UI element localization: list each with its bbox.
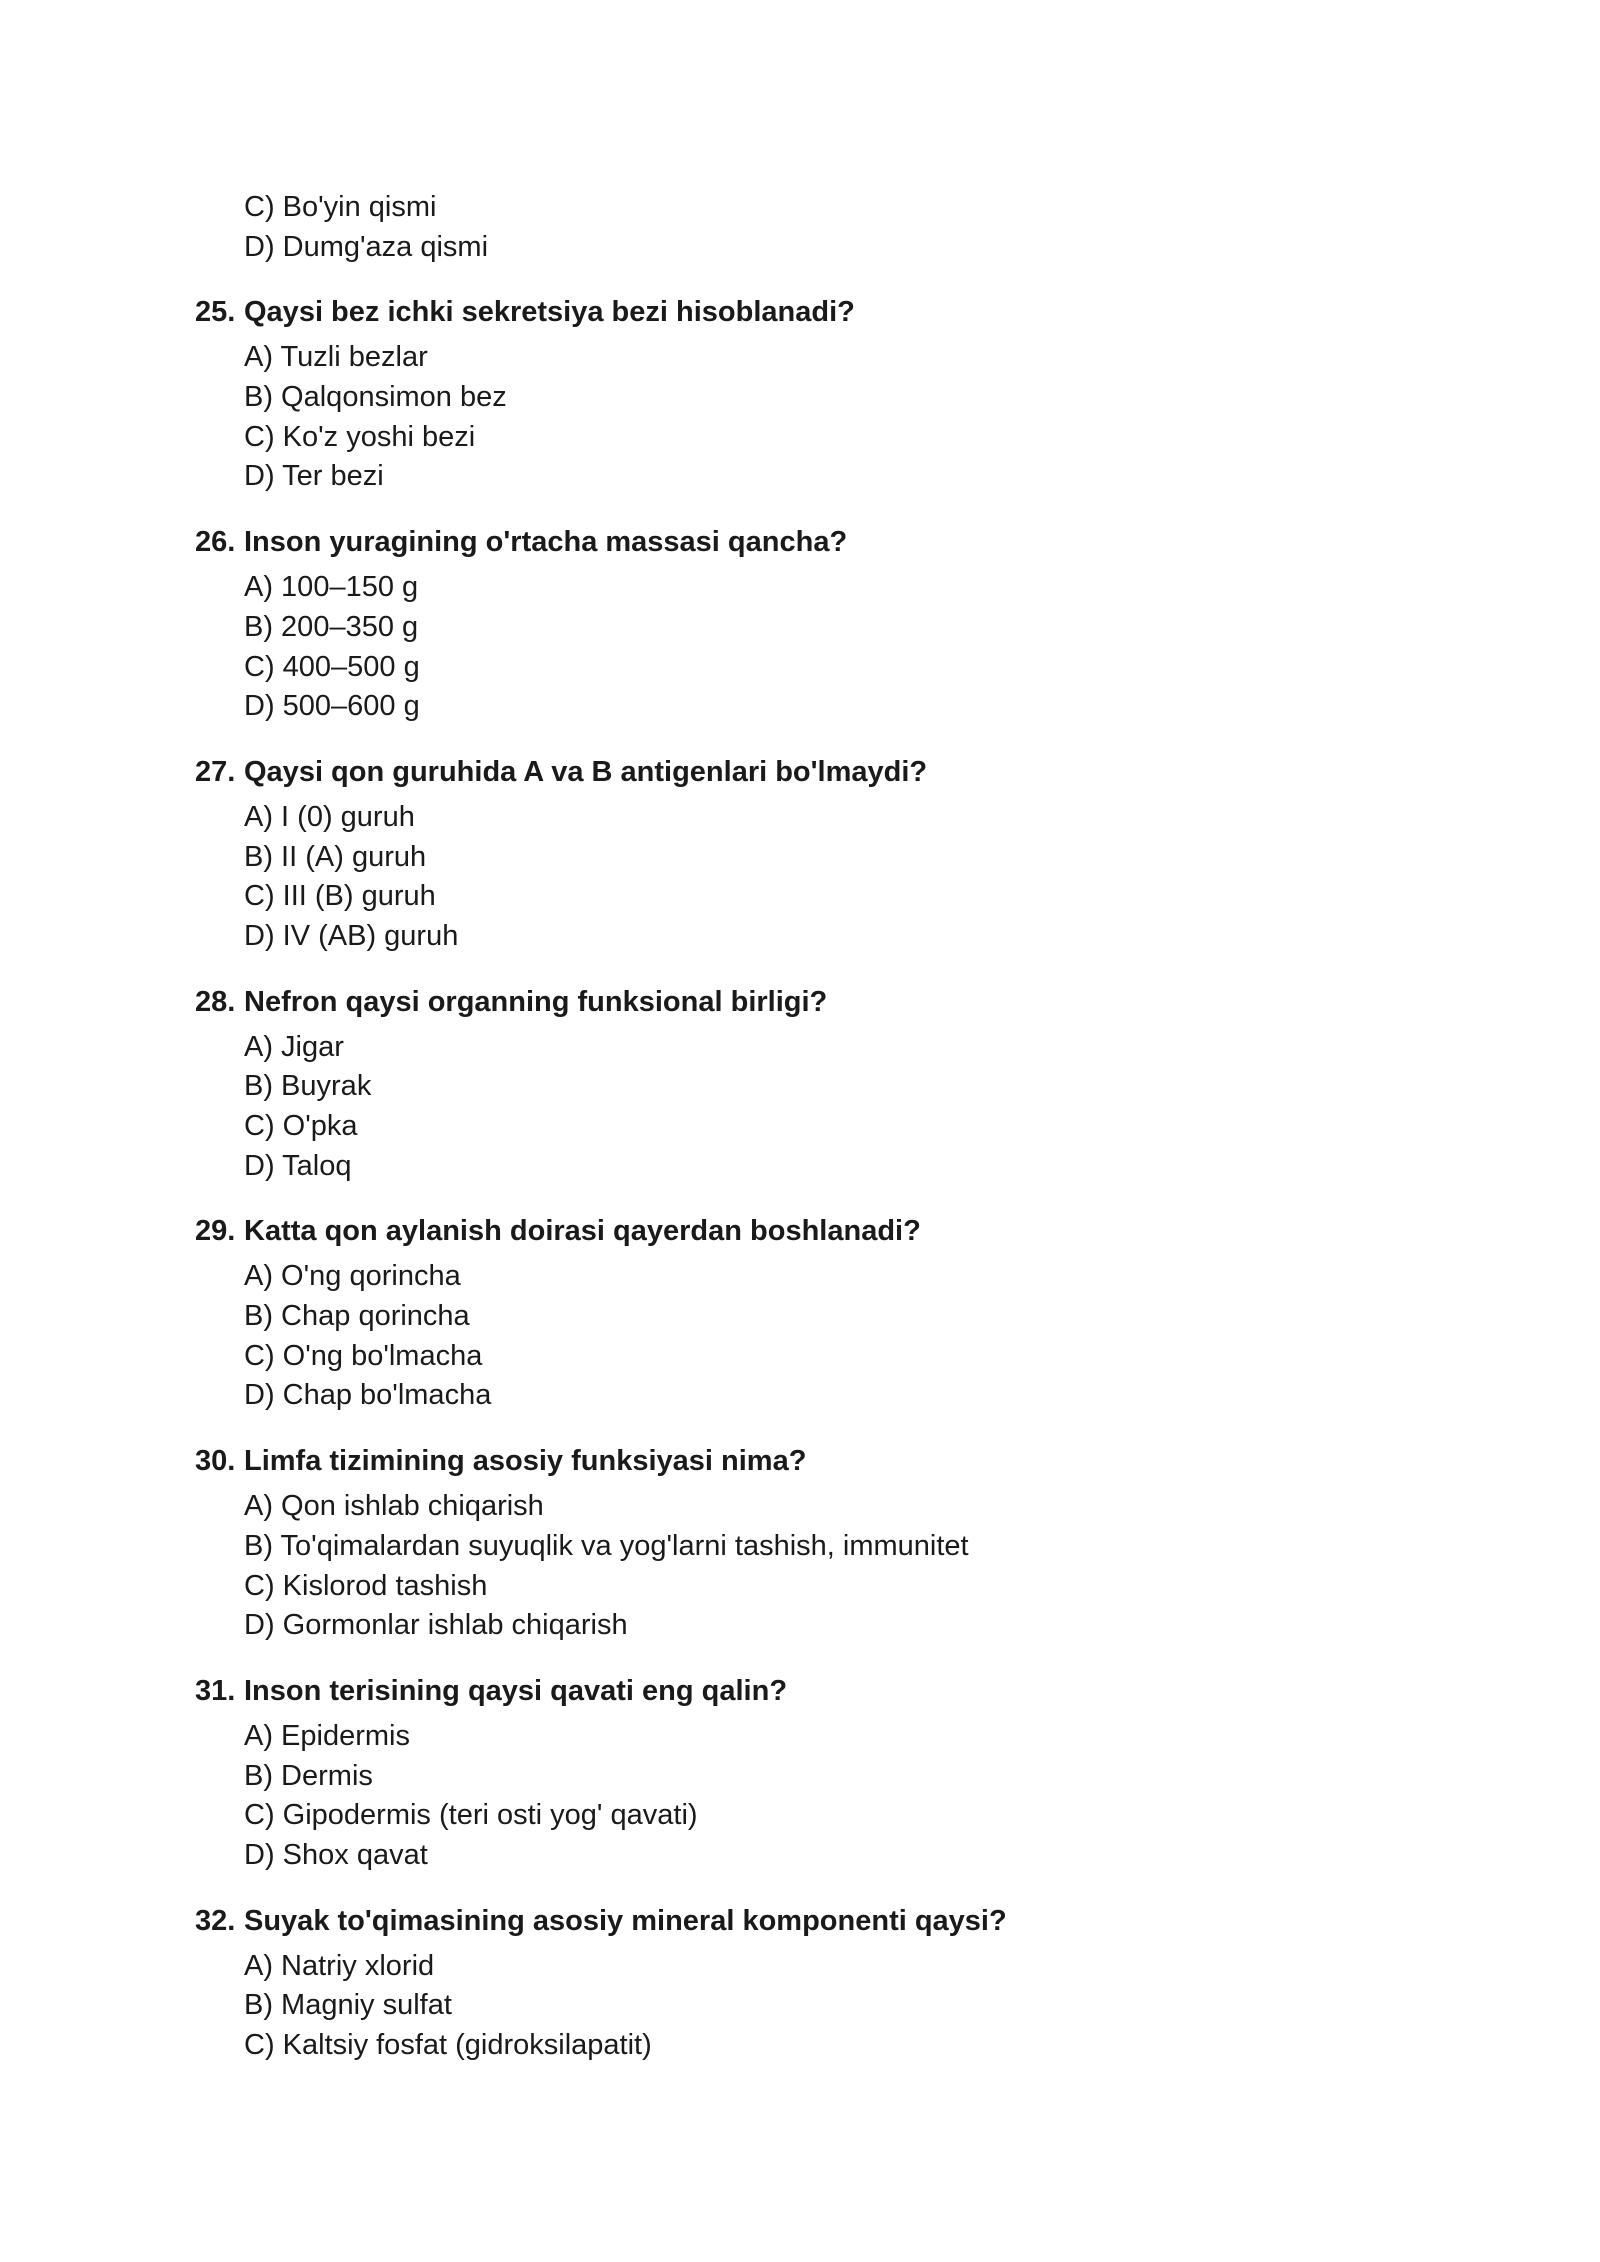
question-number: 25.	[195, 296, 236, 329]
option: D) Chap bo'lmacha	[244, 1379, 492, 1412]
question-27	[195, 753, 1445, 957]
question-31	[195, 1672, 1445, 1876]
question-32	[195, 1902, 1445, 2066]
option: C) O'pka	[244, 1110, 358, 1142]
question-title	[195, 1212, 1445, 1251]
question-text: Inson terisining qaysi qavati eng qalin?	[244, 1674, 788, 1707]
option: B) II (A) guruh	[244, 840, 427, 873]
question-26	[195, 523, 1445, 727]
option: B) 200–350 g	[244, 610, 419, 643]
question-number: 32.	[195, 1904, 236, 1937]
quiz-content	[195, 188, 1445, 2066]
option: B) Dermis	[244, 1759, 373, 1792]
question-title	[195, 523, 1445, 562]
question-28	[195, 983, 1445, 1187]
question-number: 31.	[195, 1674, 236, 1707]
question-text: Katta qon aylanish doirasi qayerdan boshlanadi?	[244, 1215, 921, 1248]
question-title	[195, 753, 1445, 792]
option: C) 400–500 g	[244, 650, 420, 683]
question-text: Qaysi qon guruhida A va B antigenlari bo'lmaydi?	[244, 755, 928, 788]
option: B) Buyrak	[244, 1070, 372, 1103]
question-title	[195, 1442, 1445, 1481]
option: C) III (B) guruh	[244, 880, 436, 913]
question-title	[195, 293, 1445, 332]
option: C) Bo'yin qismi	[244, 191, 437, 223]
question-title	[195, 983, 1445, 1022]
option: D) Gormonlar ishlab chiqarish	[244, 1609, 628, 1642]
question-text: Limfa tizimining asosiy funksiyasi nima?	[244, 1445, 807, 1478]
question-number: 30.	[195, 1445, 236, 1478]
question-number: 28.	[195, 985, 236, 1018]
question-text: Suyak to'qimasining asosiy mineral komponenti qaysi?	[244, 1904, 1007, 1937]
question-title	[195, 1672, 1445, 1711]
option: B) To'qimalardan suyuqlik va yog'larni tashish, immunitet	[244, 1529, 969, 1562]
option: C) Kislorod tashish	[244, 1569, 488, 1602]
question-text: Nefron qaysi organning funksional birligi?	[244, 985, 828, 1018]
option: A) Epidermis	[244, 1719, 410, 1752]
option: D) IV (AB) guruh	[244, 919, 459, 952]
question-number: 26.	[195, 526, 236, 559]
question-text: Qaysi bez ichki sekretsiya bezi hisoblanadi?	[244, 296, 855, 329]
option: D) 500–600 g	[244, 690, 420, 723]
option: D) Shox qavat	[244, 1838, 428, 1871]
previous-question-options	[195, 188, 1445, 267]
option: D) Taloq	[244, 1149, 352, 1182]
option: D) Dumg'aza qismi	[244, 230, 489, 263]
question-number: 29.	[195, 1215, 236, 1248]
option: D) Ter bezi	[244, 460, 384, 493]
option: B) Chap qorincha	[244, 1300, 470, 1333]
question-25	[195, 293, 1445, 497]
option: B) Magniy sulfat	[244, 1989, 452, 2022]
question-30	[195, 1442, 1445, 1646]
option: A) O'ng qorincha	[244, 1260, 461, 1293]
option: C) Kaltsiy fosfat (gidroksilapatit)	[244, 2029, 652, 2061]
option: A) Natriy xlorid	[244, 1949, 435, 1982]
option: B) Qalqonsimon bez	[244, 381, 507, 414]
option: A) Qon ishlab chiqarish	[244, 1490, 544, 1523]
option: C) O'ng bo'lmacha	[244, 1339, 483, 1372]
option: C) Gipodermis (teri osti yog' qavati)	[244, 1799, 698, 1832]
option: A) 100–150 g	[244, 571, 419, 604]
question-29	[195, 1212, 1445, 1416]
question-number: 27.	[195, 755, 236, 788]
option: A) Jigar	[244, 1030, 344, 1063]
question-text: Inson yuragining o'rtacha massasi qancha?	[244, 526, 848, 559]
option: C) Ko'z yoshi bezi	[244, 420, 476, 453]
question-title	[195, 1902, 1445, 1941]
option: A) Tuzli bezlar	[244, 341, 428, 374]
option: A) I (0) guruh	[244, 800, 415, 833]
